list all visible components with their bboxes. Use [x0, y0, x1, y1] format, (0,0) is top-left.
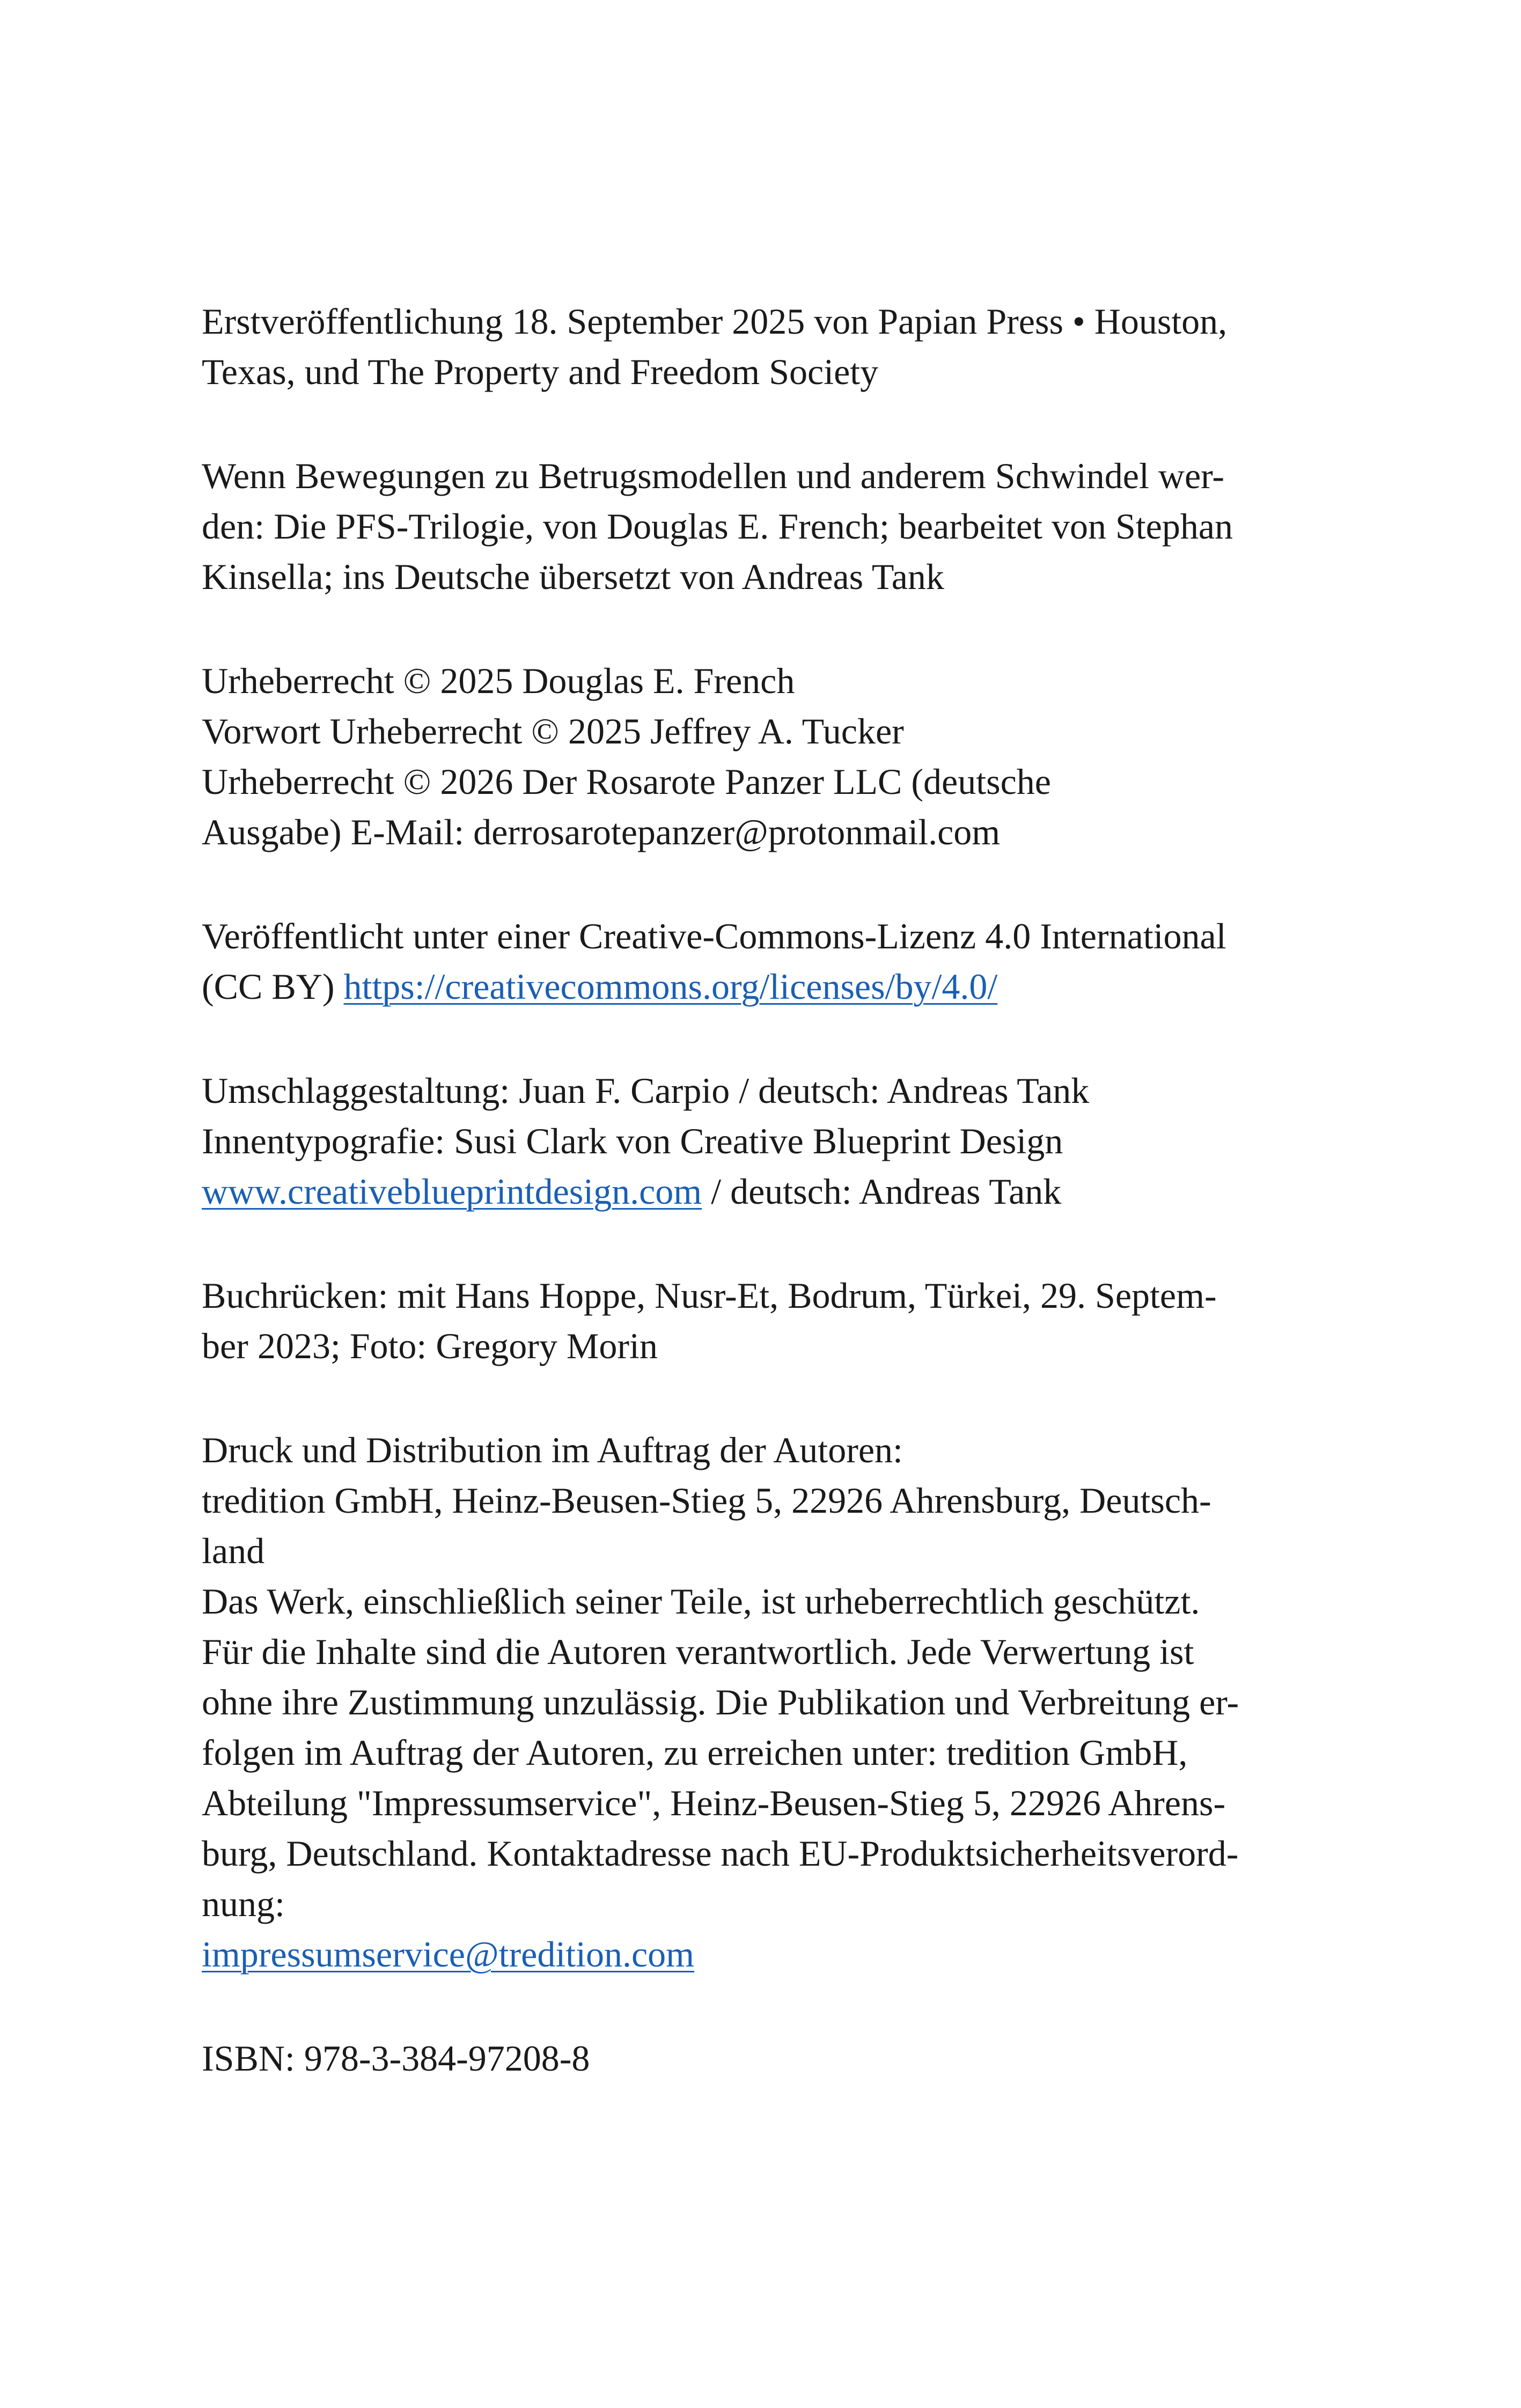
design-credits-block — [202, 1065, 1339, 1217]
title-credits-block — [202, 451, 1339, 602]
website-suffix: / deutsch: Andreas Tank — [702, 1171, 1062, 1212]
text-line: Vorwort Urheberrecht © 2025 Jeffrey A. Tucker — [202, 711, 904, 752]
text-line: Erstveröffentlichung 18. September 2025 von Papian Press • Houston, — [202, 301, 1228, 342]
copyright-block — [202, 656, 1339, 857]
text-line: Ausgabe) E-Mail: derrosarotepanzer@protonmail.com — [202, 812, 1001, 852]
text-line: Wenn Bewegungen zu Betrugsmodellen und anderem Schwindel wer- — [202, 455, 1225, 496]
first-publication-block — [202, 296, 1339, 397]
text-line: ber 2023; Foto: Gregory Morin — [202, 1325, 658, 1366]
license-link[interactable]: https://creativecommons.org/licenses/by/4.0/ — [343, 966, 998, 1007]
text-line: Texas, und The Property and Freedom Society — [202, 351, 879, 392]
cover-credit: Umschlaggestaltung: Juan F. Carpio / deutsch: Andreas Tank — [202, 1070, 1090, 1111]
isbn: ISBN: 978-3-384-97208-8 — [202, 2038, 590, 2079]
text-line: Veröffentlicht unter einer Creative-Commons-Lizenz 4.0 International — [202, 916, 1226, 956]
text-line: ohne ihre Zustimmung unzulässig. Die Publikation und Verbreitung er- — [202, 1682, 1239, 1722]
license-block — [202, 911, 1339, 1012]
copyright-page — [202, 296, 1339, 2137]
design-website-link[interactable]: www.creativeblueprintdesign.com — [202, 1171, 702, 1212]
text-line: Urheberrecht © 2025 Douglas E. French — [202, 660, 795, 701]
text-line: den: Die PFS-Trilogie, von Douglas E. French; bearbeitet von Stephan — [202, 506, 1233, 547]
text-line: nung: — [202, 1883, 285, 1924]
website-line — [202, 1166, 1339, 1217]
isbn-block — [202, 2033, 1339, 2083]
text-line: Buchrücken: mit Hans Hoppe, Nusr-Et, Bodrum, Türkei, 29. Septem- — [202, 1275, 1217, 1316]
text-line: Kinsella; ins Deutsche übersetzt von Andreas Tank — [202, 556, 944, 597]
text-line: tredition GmbH, Heinz-Beusen-Stieg 5, 22926 Ahrensburg, Deutsch- — [202, 1480, 1211, 1521]
license-label: (CC BY) — [202, 966, 344, 1007]
license-url-line — [202, 961, 1339, 1012]
impressum-email-link[interactable]: impressumservice@tredition.com — [202, 1934, 695, 1975]
printing-block — [202, 1425, 1339, 1979]
text-line: Für die Inhalte sind die Autoren verantwortlich. Jede Verwertung ist — [202, 1631, 1194, 1672]
typography-credit: Innentypografie: Susi Clark von Creative Blueprint Design — [202, 1121, 1063, 1161]
text-line: Urheberrecht © 2026 Der Rosarote Panzer LLC (deutsche — [202, 761, 1051, 802]
email-line — [202, 1929, 1339, 1979]
spine-credit-block — [202, 1270, 1339, 1371]
text-line: folgen im Auftrag der Autoren, zu erreichen unter: tredition GmbH, — [202, 1732, 1188, 1773]
text-line: land — [202, 1530, 265, 1571]
text-line: Abteilung "Impressumservice", Heinz-Beusen-Stieg 5, 22926 Ahrens- — [202, 1783, 1226, 1823]
text-line: Druck und Distribution im Auftrag der Autoren: — [202, 1430, 903, 1470]
text-line: burg, Deutschland. Kontaktadresse nach EU-Produktsicherheitsverord- — [202, 1833, 1239, 1874]
text-line: Das Werk, einschließlich seiner Teile, ist urheberrechtlich geschützt. — [202, 1581, 1200, 1622]
